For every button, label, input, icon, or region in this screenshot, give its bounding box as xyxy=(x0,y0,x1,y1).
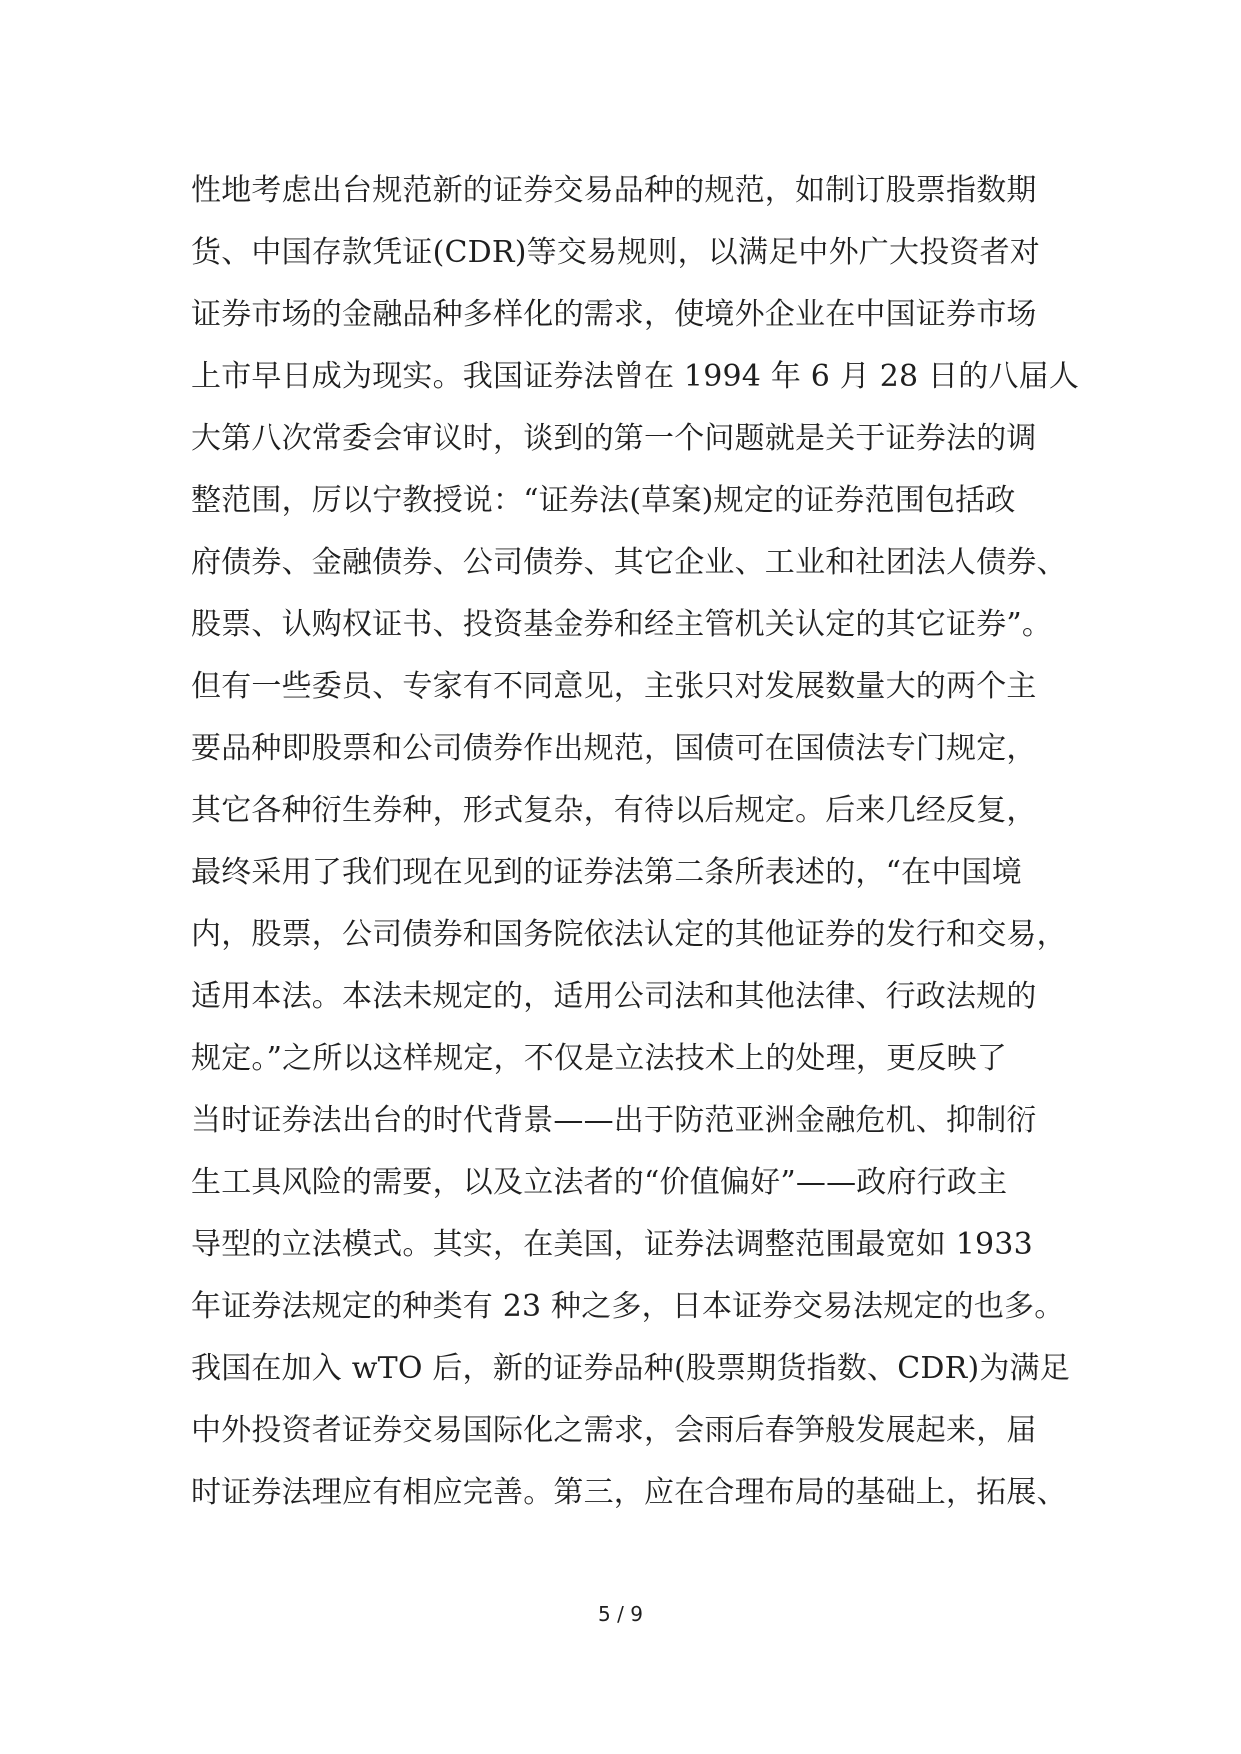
text-line: 规定。”之所以这样规定，不仅是立法技术上的处理，更反映了 xyxy=(191,1041,1007,1076)
page-number: 5 / 9 xyxy=(598,1602,643,1626)
text-line: 时证券法理应有相应完善。第三，应在合理布局的基础上，拓展、 xyxy=(191,1475,1067,1510)
text-line: 大第八次常委会审议时，谈到的第一个问题就是关于证券法的调 xyxy=(191,421,1037,456)
text-line: 上市早日成为现实。我国证券法曾在 1994 年 6 月 28 日的八届人 xyxy=(191,359,1080,394)
text-line: 股票、认购权证书、投资基金券和经主管机关认定的其它证券”。 xyxy=(191,607,1053,642)
text-line: 府债券、金融债券、公司债券、其它企业、工业和社团法人债券、 xyxy=(191,545,1067,580)
text-line: 内，股票，公司债券和国务院依法认定的其他证券的发行和交易， xyxy=(191,917,1067,952)
text-line: 年证券法规定的种类有 23 种之多，日本证券交易法规定的也多。 xyxy=(191,1289,1065,1324)
text-line: 整范围，厉以宁教授说：“证券法(草案)规定的证券范围包括政 xyxy=(191,483,1016,518)
text-line: 生工具风险的需要，以及立法者的“价值偏好”——政府行政主 xyxy=(191,1165,1008,1200)
text-line: 其它各种衍生券种，形式复杂，有待以后规定。后来几经反复， xyxy=(191,793,1037,828)
text-line: 货、中国存款凭证(CDR)等交易规则，以满足中外广大投资者对 xyxy=(191,235,1041,270)
text-line: 最终采用了我们现在见到的证券法第二条所表述的，“在中国境 xyxy=(191,855,1022,890)
text-line: 适用本法。本法未规定的，适用公司法和其他法律、行政法规的 xyxy=(191,979,1037,1014)
body-text xyxy=(191,160,1080,1524)
text-line: 导型的立法模式。其实，在美国，证券法调整范围最宽如 1933 xyxy=(191,1227,1033,1262)
text-line: 但有一些委员、专家有不同意见，主张只对发展数量大的两个主 xyxy=(191,669,1037,704)
text-line: 要品种即股票和公司债券作出规范，国债可在国债法专门规定， xyxy=(191,731,1037,766)
text-line: 证券市场的金融品种多样化的需求，使境外企业在中国证券市场 xyxy=(191,297,1037,332)
text-line: 我国在加入 wTO 后，新的证券品种(股票期货指数、CDR)为满足 xyxy=(191,1351,1070,1386)
text-line: 性地考虑出台规范新的证券交易品种的规范，如制订股票指数期 xyxy=(191,173,1037,208)
text-line: 中外投资者证券交易国际化之需求，会雨后春笋般发展起来，届 xyxy=(191,1413,1037,1448)
text-line: 当时证券法出台的时代背景——出于防范亚洲金融危机、抑制衍 xyxy=(191,1103,1037,1138)
